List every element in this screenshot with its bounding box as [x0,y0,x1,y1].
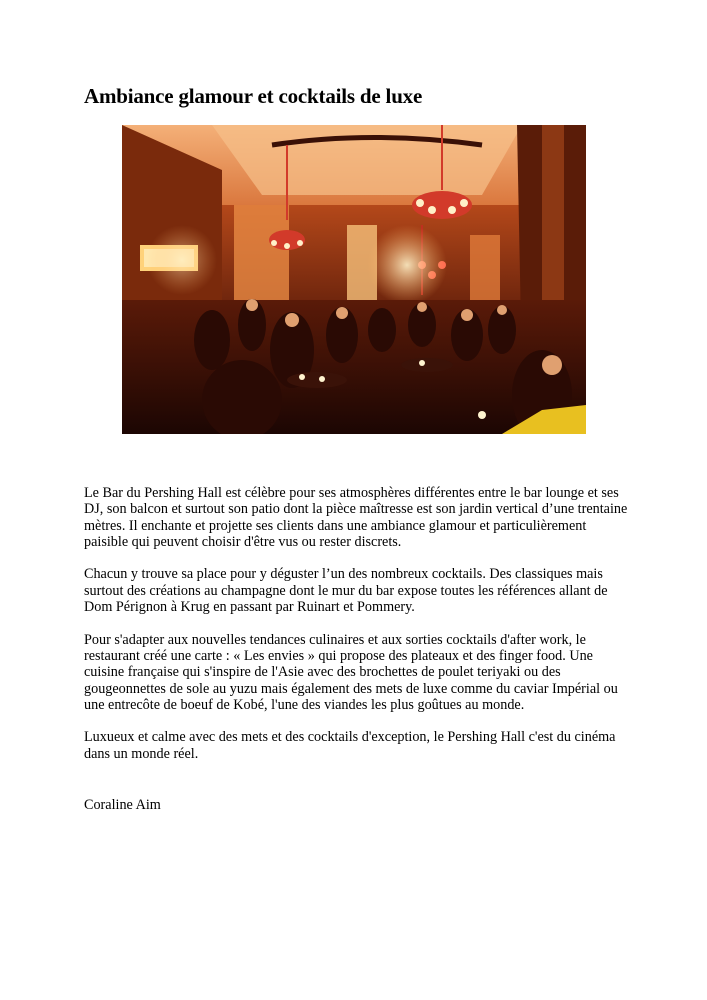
bar-interior-photo [122,125,586,434]
bar-interior-illustration [122,125,586,434]
paragraph: Pour s'adapter aux nouvelles tendances culinaires et aux sorties cocktails d'after work, le restaurant créé une carte : « Les envies » qui propose des plateaux et des finger food. Une cuisine française qui s'inspire de l'Asie avec des brochettes de poulet teriyaki ou des gougeonnettes de sole au yuzu mais également des mets de luxe comme du caviar Impérial ou une entrecôte de boeuf de Kobé, l'une des viandes les plus goûtues au monde. [84,631,618,713]
paragraph: Chacun y trouve sa place pour y déguster l’un des nombreux cocktails. Des classiques mais surtout des créations au champagne dont le mur du bar expose toutes les références allant de Dom Pérignon à Krug en passant par Ruinart et Pommery. [84,566,608,616]
paragraph: Le Bar du Pershing Hall est célèbre pour ses atmosphères différentes entre le bar lounge et ses DJ, son balcon et surtout son patio dont la pièce maîtresse est son jardin vertical d’une trentaine mètres. Il enchante et projette ses clients dans une ambiance glamour et particulièrement paisible qui peuvent choisir d'être vus ou rester discrets. [84,485,628,550]
author-signature: Coraline Aim [84,797,161,813]
article-body [84,485,629,778]
article-title: Ambiance glamour et cocktails de luxe [84,84,423,108]
paragraph: Luxueux et calme avec des mets et des cocktails d'exception, le Pershing Hall c'est du cinéma dans un monde réel. [84,729,616,762]
